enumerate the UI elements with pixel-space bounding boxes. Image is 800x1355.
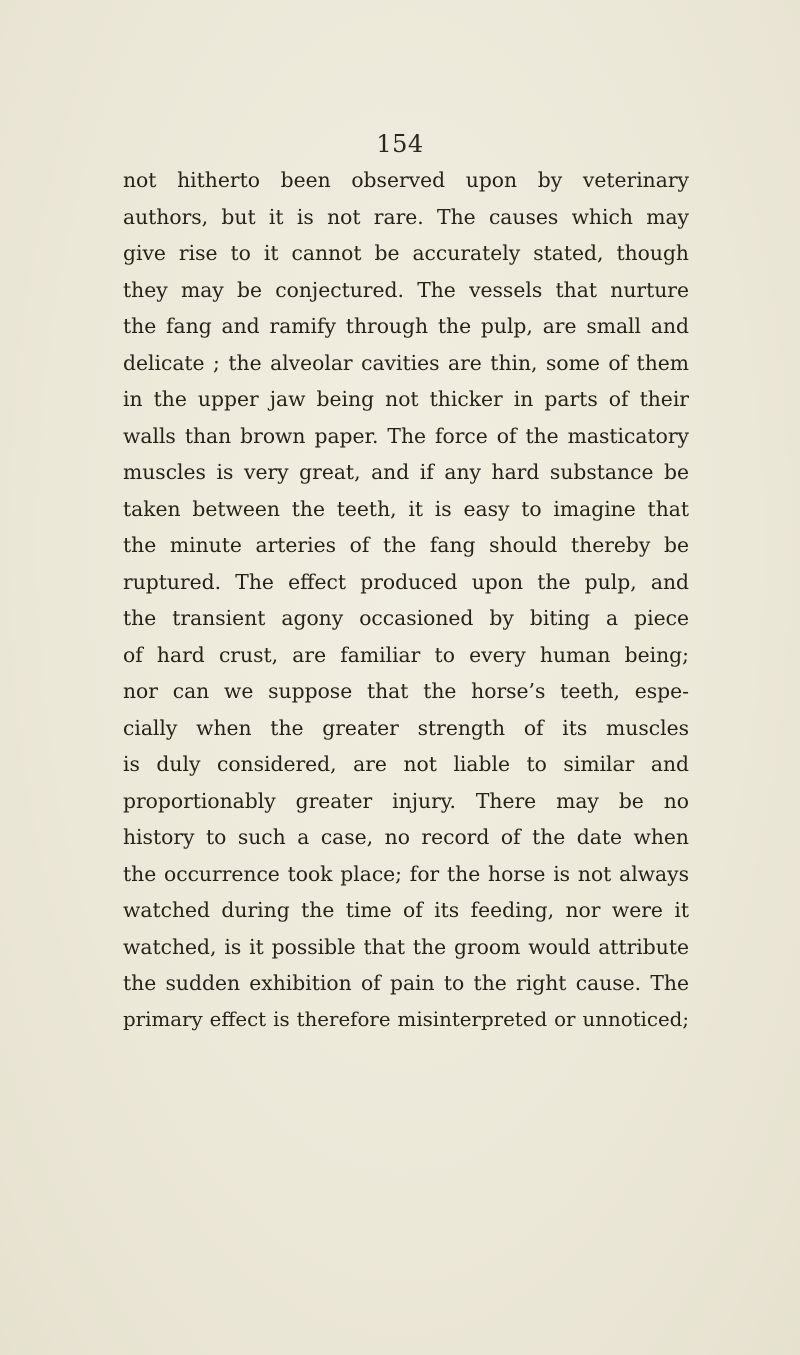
- text-line: give rise to it cannot be accurately stated, though: [123, 241, 689, 265]
- text-line: nor can we suppose that the horse’s teeth, espe-: [123, 679, 689, 703]
- text-line: taken between the teeth, it is easy to imagine that: [123, 496, 689, 521]
- text-line: the occurrence took place; for the horse is not always: [123, 861, 689, 886]
- text-line: the minute arteries of the fang should thereby be: [123, 533, 689, 557]
- text-line: proportionably greater injury. There may be no: [123, 788, 689, 813]
- text-line: in the upper jaw being not thicker in parts of their: [123, 387, 689, 411]
- text-line: watched, is it possible that the groom would attribute: [123, 934, 689, 959]
- text-line: is duly considered, are not liable to similar and: [123, 752, 689, 776]
- text-line: history to such a case, no record of the date when: [123, 825, 689, 849]
- text-line: delicate ; the alveolar cavities are thin, some of them: [123, 350, 689, 375]
- text-line: primary effect is therefore misinterpreted or unnoticed;: [123, 1007, 689, 1031]
- body-text: [123, 162, 689, 1038]
- text-line: authors, but it is not rare. The causes which may: [123, 204, 689, 229]
- text-line: muscles is very great, and if any hard substance be: [123, 460, 689, 484]
- text-line: of hard crust, are familiar to every human being;: [123, 642, 689, 667]
- text-line: the transient agony occasioned by biting a piece: [123, 606, 689, 630]
- text-line: ruptured. The effect produced upon the pulp, and: [123, 569, 689, 594]
- text-line: cially when the greater strength of its muscles: [123, 715, 689, 740]
- text-line: the fang and ramify through the pulp, are small and: [123, 314, 689, 338]
- text-line: the sudden exhibition of pain to the right cause. The: [123, 971, 689, 995]
- page-number: 154: [376, 130, 424, 158]
- text-line: not hitherto been observed upon by veterinary: [123, 168, 689, 192]
- text-line: walls than brown paper. The force of the masticatory: [123, 423, 689, 448]
- text-line: watched during the time of its feeding, nor were it: [123, 898, 689, 922]
- text-line: they may be conjectured. The vessels that nurture: [123, 277, 689, 302]
